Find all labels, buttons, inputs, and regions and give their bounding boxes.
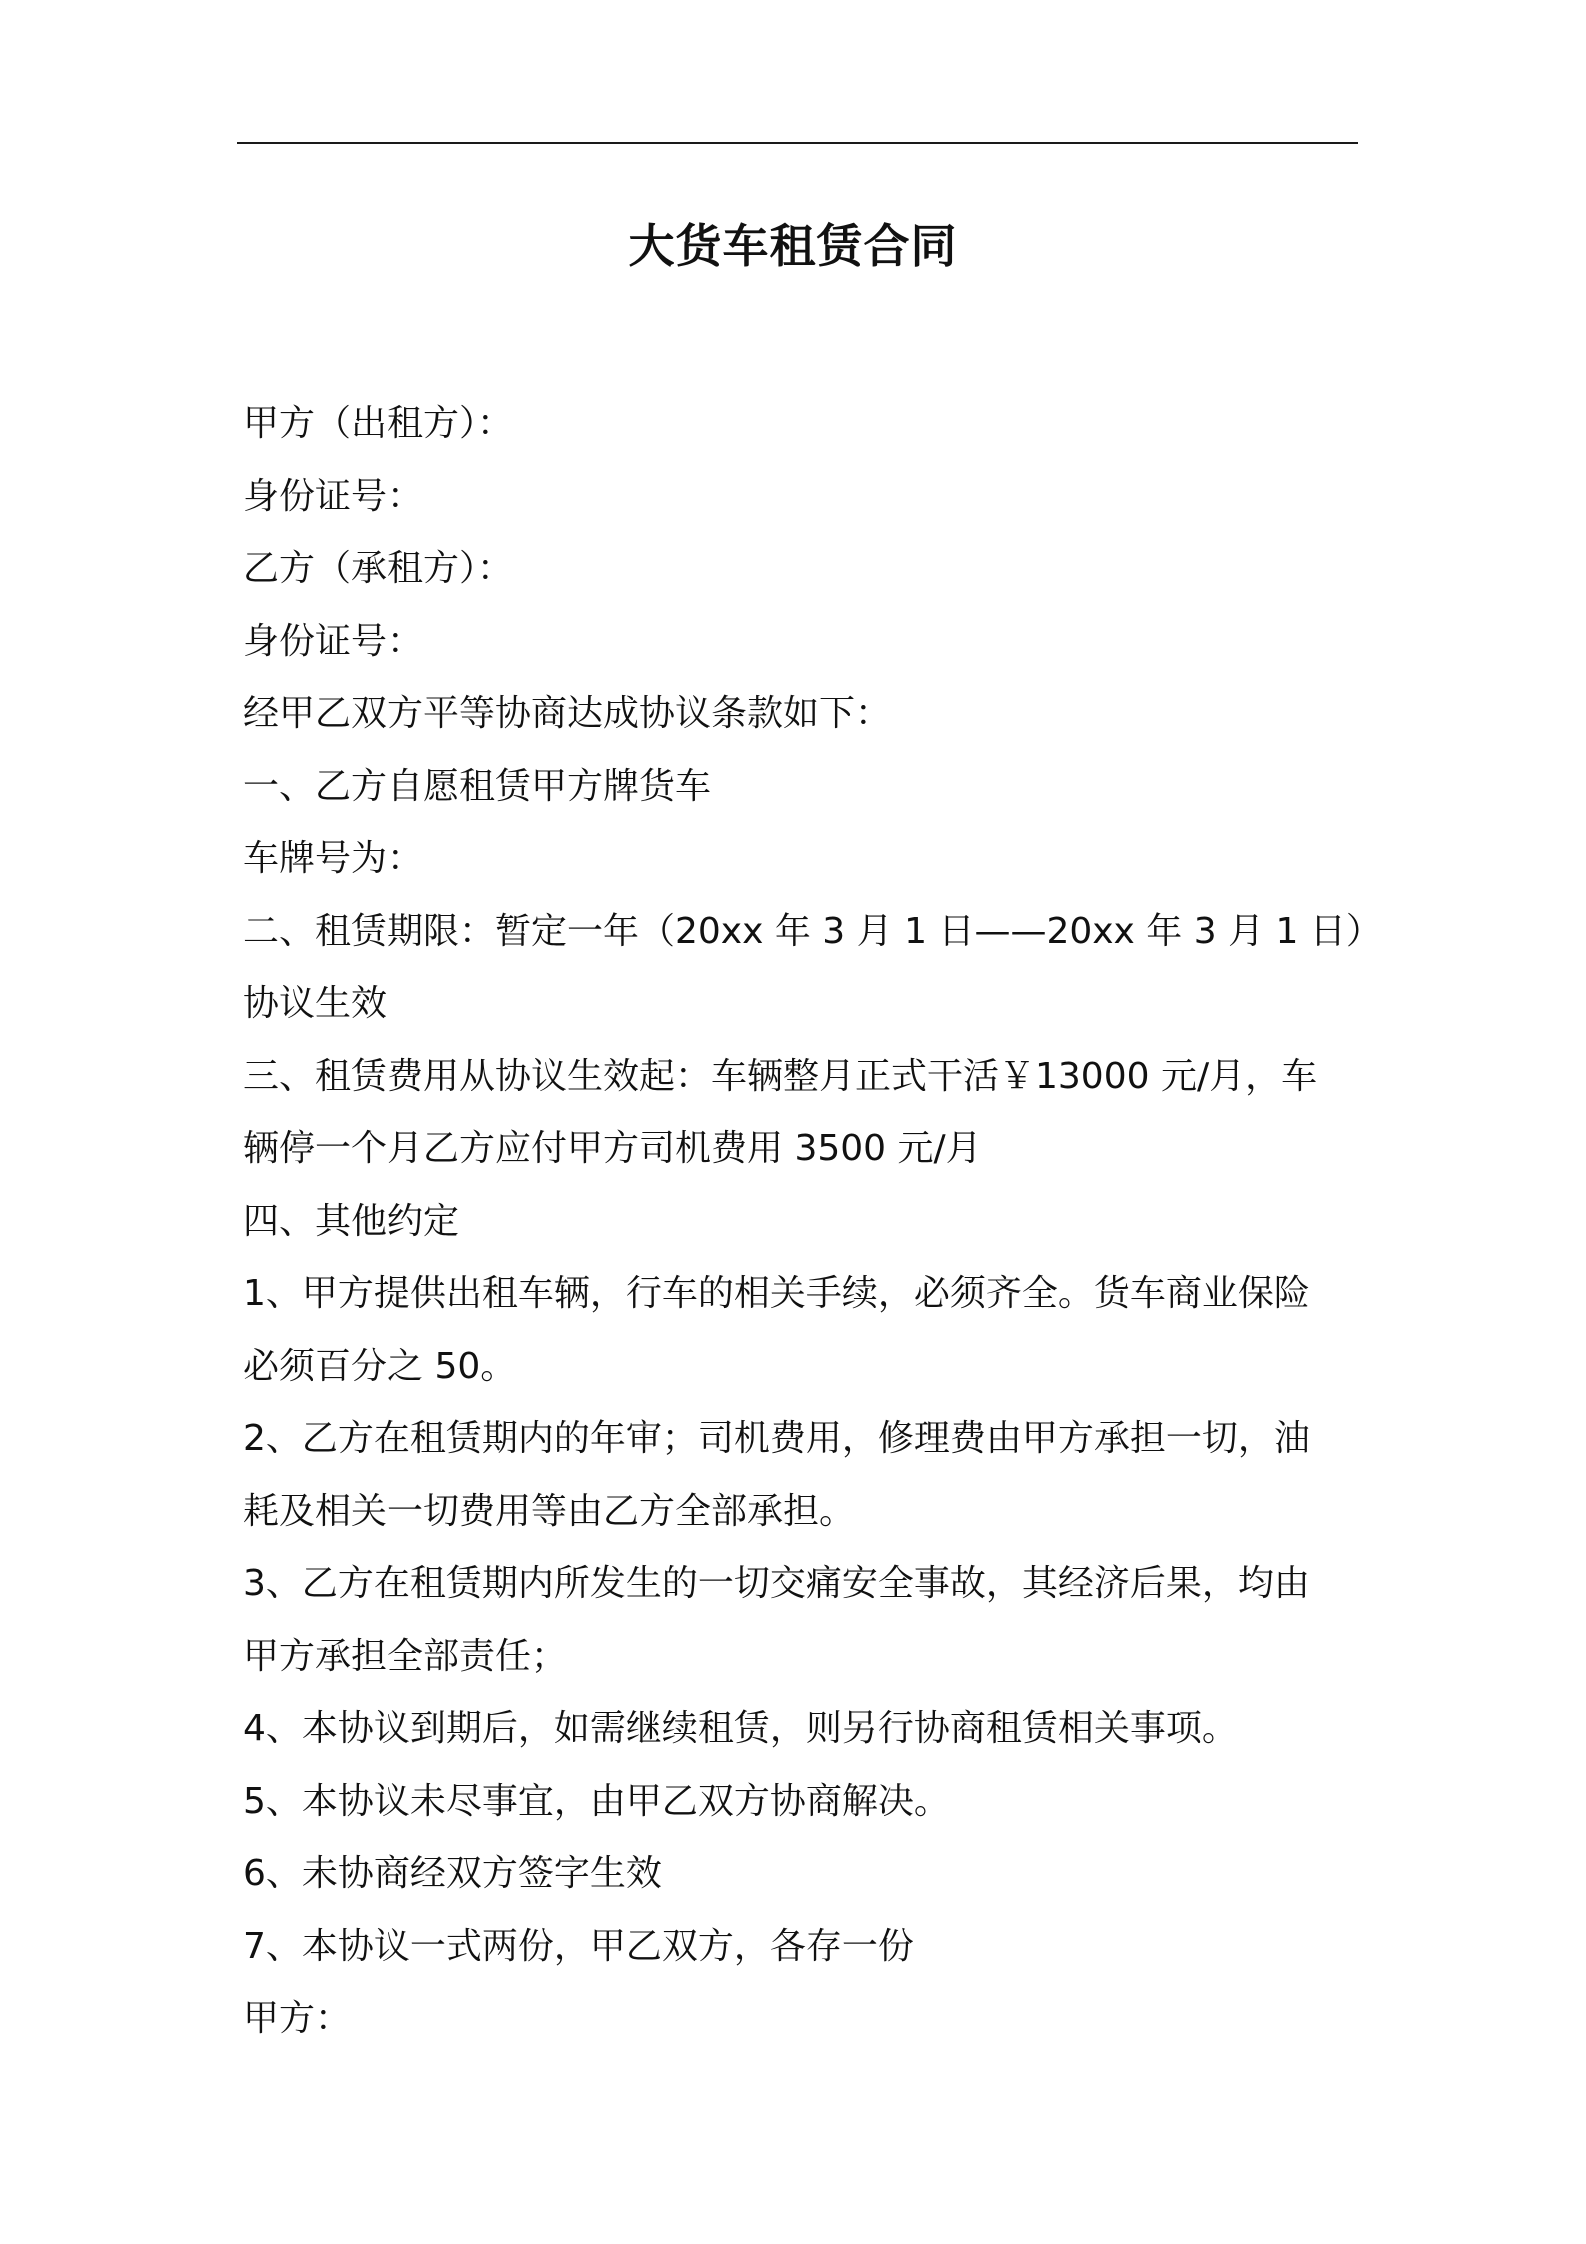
- clause-3-line-2: 辆停一个月乙方应付甲方司机费用 3500 元/月: [243, 1128, 982, 1169]
- party-b-id-label: 身份证号：: [243, 620, 424, 662]
- item-1-line-1: 1、甲方提供出租车辆，行车的相关手续，必须齐全。货车商业保险: [243, 1273, 1310, 1314]
- item-5: 5、本协议未尽事宜，由甲乙双方协商解决。: [243, 1780, 950, 1822]
- item-7: 7、本协议一式两份，甲乙双方，各存一份: [243, 1925, 914, 1967]
- item-3-line-2: 甲方承担全部责任；: [243, 1635, 568, 1677]
- clause-2-line-1: 二、租赁期限：暂定一年（20xx 年 3 月 1 日——20xx 年 3 月 1 日）: [243, 910, 1382, 952]
- clause-3-line-1: 三、租赁费用从协议生效起：车辆整月正式干活￥13000 元/月，车: [243, 1055, 1318, 1097]
- party-b-label: 乙方（承租方）：: [243, 548, 514, 589]
- signature-party-a-label: 甲方：: [243, 1998, 352, 2039]
- item-6: 6、未协商经双方签字生效: [243, 1853, 662, 1894]
- item-1-line-2: 必须百分之 50。: [243, 1345, 517, 1387]
- item-3-line-1: 3、乙方在租赁期内所发生的一切交痛安全事故，其经济后果，均由: [243, 1563, 1310, 1604]
- item-2-line-1: 2、乙方在租赁期内的年审；司机费用，修理费由甲方承担一切，油: [243, 1418, 1310, 1459]
- party-a-id-label: 身份证号：: [243, 475, 424, 517]
- item-2-line-2: 耗及相关一切费用等由乙方全部承担。: [243, 1490, 856, 1532]
- clause-2-line-2: 协议生效: [243, 983, 388, 1024]
- agreement-intro: 经甲乙双方平等协商达成协议条款如下：: [243, 693, 892, 734]
- document-title: 大货车租赁合同: [628, 219, 958, 273]
- clause-4-heading: 四、其他约定: [243, 1200, 460, 1242]
- document-body: [243, 388, 1382, 2056]
- header-rule: [237, 142, 1358, 144]
- clause-1-heading: 一、乙方自愿租赁甲方牌货车: [243, 765, 712, 807]
- plate-number-label: 车牌号为：: [243, 838, 424, 879]
- item-4: 4、本协议到期后，如需继续租赁，则另行协商租赁相关事项。: [243, 1708, 1238, 1749]
- party-a-label: 甲方（出租方）：: [243, 403, 514, 444]
